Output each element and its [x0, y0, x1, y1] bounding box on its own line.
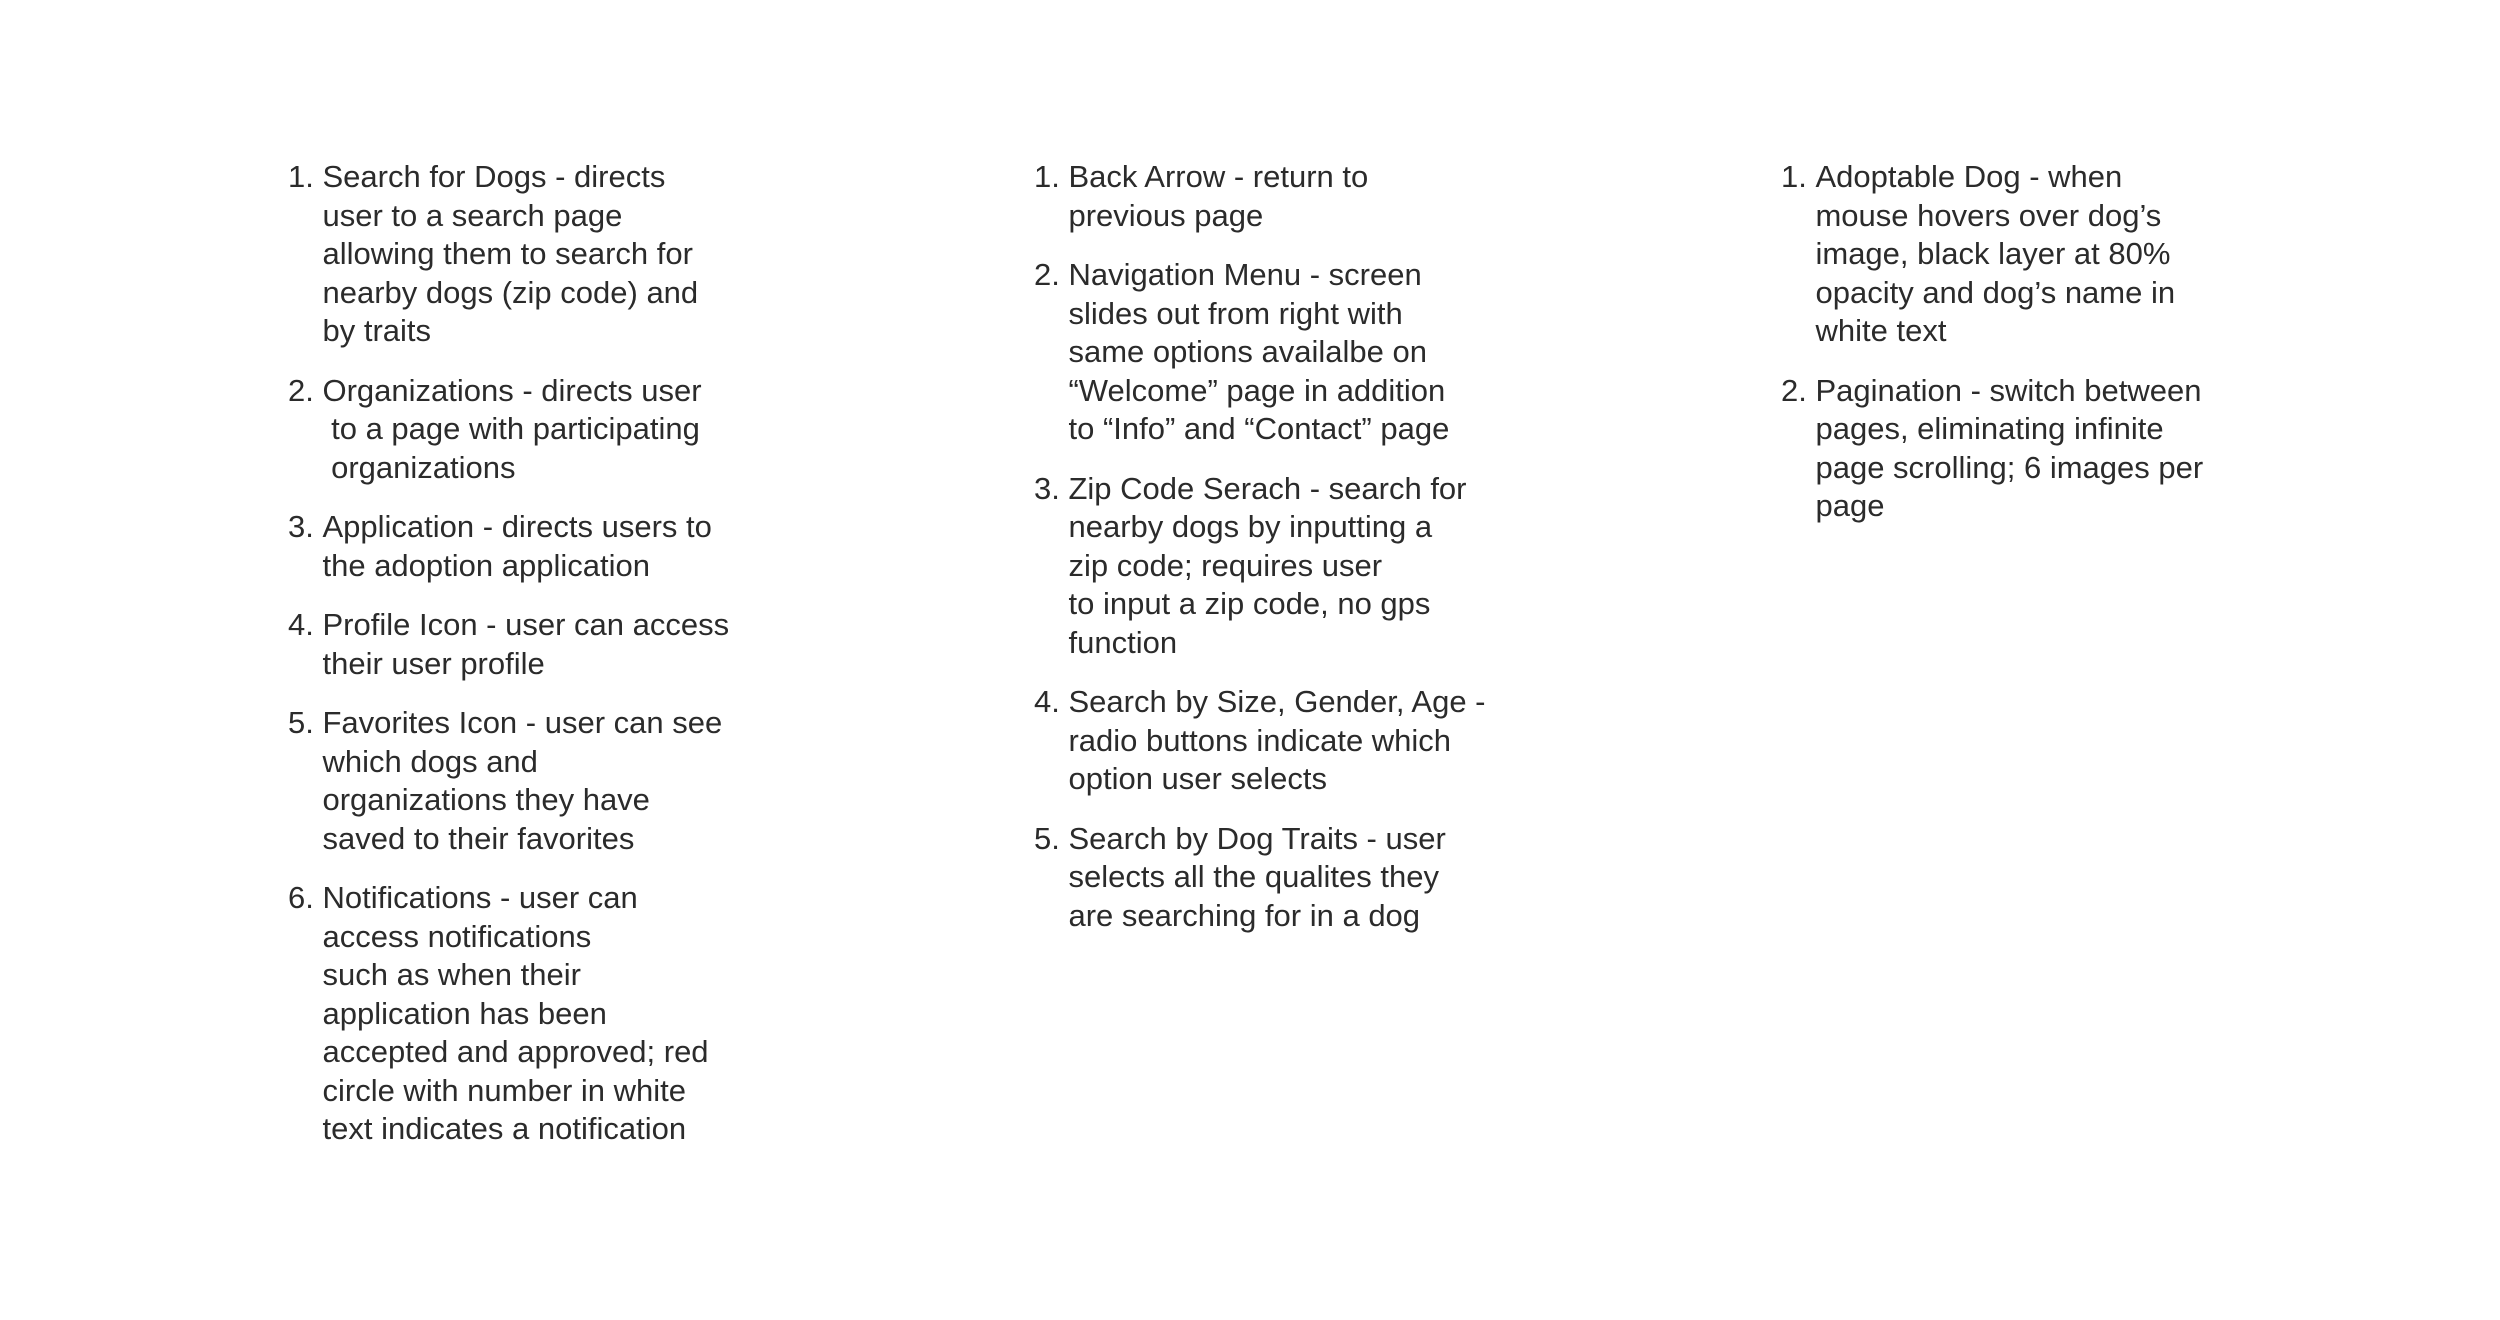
note-number: 1.: [1034, 159, 1060, 194]
note-text: [1068, 683, 1485, 799]
note-text: [322, 158, 698, 351]
note-search-by-traits: [1034, 820, 1534, 936]
note-text: [1068, 820, 1445, 936]
note-line: user to a search page: [322, 197, 623, 233]
note-text: [322, 372, 701, 488]
note-line: saved to their favorites: [322, 820, 635, 856]
note-number: 2.: [1781, 372, 1807, 408]
note-adoptable-dog: [1781, 158, 2281, 351]
note-line: Search by Dog Traits - user: [1068, 820, 1446, 856]
note-number: 5.: [1034, 820, 1060, 856]
note-line: which dogs and: [322, 743, 538, 779]
note-line: Back Arrow - return to: [1068, 159, 1369, 194]
note-line: page scrolling; 6 images per: [1815, 449, 2204, 485]
note-notifications: [288, 879, 788, 1149]
note-line: to “Info” and “Contact” page: [1068, 411, 1450, 446]
note-line: by traits: [322, 313, 432, 348]
note-line: accepted and approved; red: [322, 1034, 709, 1069]
note-line: opacity and dog’s name in: [1815, 274, 2176, 310]
note-application: [288, 508, 788, 585]
note-line: selects all the qualites they: [1068, 859, 1439, 894]
note-line: Search for Dogs - directs: [322, 159, 666, 194]
note-line: white text: [1815, 313, 1947, 348]
note-line: circle with number in white: [322, 1072, 687, 1108]
note-text: [1815, 158, 2175, 351]
note-number: 4.: [288, 607, 314, 642]
note-line: to a page with participating: [322, 411, 700, 446]
note-line: nearby dogs by inputting a: [1068, 509, 1433, 544]
note-line: slides out from right with: [1068, 295, 1403, 331]
note-number: 3.: [1034, 470, 1060, 506]
note-text: [1068, 256, 1449, 449]
notes-column-1: [288, 158, 788, 1170]
note-text: [322, 606, 729, 683]
note-line: text indicates a notification: [322, 1111, 687, 1146]
note-text: [322, 879, 708, 1149]
note-line: Search by Size, Gender, Age -: [1068, 684, 1486, 719]
note-search-for-dogs: [288, 158, 788, 351]
note-line: Application - directs users to: [322, 509, 712, 544]
note-line: option user selects: [1068, 761, 1327, 796]
note-zip-code-search: [1034, 470, 1534, 663]
note-number: 5.: [288, 705, 314, 740]
note-text: [322, 508, 711, 585]
note-line: application has been: [322, 995, 607, 1031]
note-organizations: [288, 372, 788, 488]
note-line: Notifications - user can: [322, 880, 638, 915]
note-number: 2.: [1034, 257, 1060, 292]
note-line: same options availalbe on: [1068, 334, 1427, 369]
note-line: Zip Code Serach - search for: [1068, 470, 1467, 506]
note-text: [1068, 158, 1368, 235]
note-line: pages, eliminating infinite: [1815, 411, 2164, 446]
note-text: [1068, 470, 1466, 663]
note-number: 4.: [1034, 684, 1060, 719]
note-line: “Welcome” page in addition: [1068, 372, 1446, 408]
note-line: Navigation Menu - screen: [1068, 257, 1422, 292]
note-line: organizations: [322, 449, 516, 485]
note-number: 1.: [288, 159, 314, 194]
note-text: [1815, 372, 2203, 526]
note-line: Adoptable Dog - when: [1815, 159, 2123, 194]
note-line: radio buttons indicate which: [1068, 722, 1452, 758]
note-line: page: [1815, 488, 1885, 523]
note-number: 1.: [1781, 159, 1807, 194]
note-line: Favorites Icon - user can see: [322, 705, 723, 740]
note-pagination: [1781, 372, 2281, 526]
note-line: to input a zip code, no gps: [1068, 586, 1431, 621]
note-line: the adoption application: [322, 547, 650, 583]
note-number: 3.: [288, 509, 314, 544]
note-navigation-menu: [1034, 256, 1534, 449]
note-line: zip code; requires user: [1068, 547, 1383, 583]
note-line: previous page: [1068, 197, 1264, 233]
note-line: organizations they have: [322, 782, 650, 817]
note-line: their user profile: [322, 645, 545, 681]
note-line: image, black layer at 80%: [1815, 236, 2171, 271]
note-back-arrow: [1034, 158, 1534, 235]
note-line: allowing them to search for: [322, 236, 693, 271]
note-text: [322, 704, 722, 858]
note-line: access notifications: [322, 918, 592, 954]
note-search-by-size: [1034, 683, 1534, 799]
note-number: 6.: [288, 880, 314, 915]
notes-column-3: [1781, 158, 2281, 547]
note-line: mouse hovers over dog’s: [1815, 197, 2162, 233]
note-profile-icon: [288, 606, 788, 683]
note-line: such as when their: [322, 957, 581, 992]
note-line: Organizations - directs user: [322, 372, 702, 408]
note-favorites-icon: [288, 704, 788, 858]
note-number: 2.: [288, 372, 314, 408]
note-line: Pagination - switch between: [1815, 372, 2202, 408]
notes-column-2: [1034, 158, 1534, 956]
note-line: function: [1068, 624, 1178, 660]
note-line: are searching for in a dog: [1068, 897, 1421, 933]
note-line: Profile Icon - user can access: [322, 607, 730, 642]
note-line: nearby dogs (zip code) and: [322, 274, 699, 310]
